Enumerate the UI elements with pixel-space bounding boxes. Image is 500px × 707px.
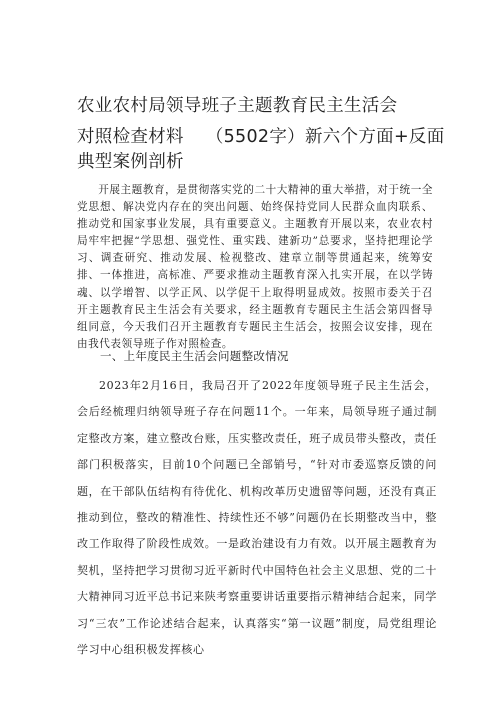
intro-paragraph: 开展主题教育，是贯彻落实党的二十大精神的重大举措，对于统一全党思想、解决党内存在的突出问题、始终保持党同人民群众血肉联系、推动党和国家事业发展，具有重要意义。主题教育开展以来，农业农村局牢牢把握“学思想、强党性、重实践、建新功”总要求，坚持把理论学习、调查研究、推动发展、检视整改、建章立制等贯通起来，统筹安排、一体推进，高标准、严要求推动主题教育深入扎实开展，在以学铸魂、以学增智、以学正风、以学促干上取得明显成效。按照市委关于召开主题教育民主生活会有关要求，经主题教育专题民主生活会第四督导组同意，今天我们召开主题教育专题民主生活会，按照会议安排，现在由我代表领导班子作对照检查。 — [77, 184, 433, 350]
section-heading: 一、上年度民主生活会问题整改情况 — [100, 349, 289, 363]
document-title-line-2-part-a: 对照检查材料 — [77, 127, 184, 147]
document-title-line-2 — [77, 123, 445, 148]
document-title-line-3: 典型案例剖析 — [77, 152, 184, 172]
document-title-line-2-part-b: （5502字）新六个方面+反面 — [205, 127, 445, 147]
document-title-line-1: 农业农村局领导班子主题教育民主生活会 — [77, 96, 398, 116]
body-paragraph: 2023年2月16日，我局召开了2022年度领导班子民主生活会，会后经梳理归纳领导班子存在问题11个。一年来，局领导班子通过制定整改方案，建立整改台账，压实整改责任，班子成员带头整改，责任部门积极落实，目前10个问题已全部销号，“针对市委巡察反馈的问题，在干部队伍结构有待优化、机构改革历史遗留等问题，还没有真正推动到位，整改的精准性、持续性还不够”问题仍在长期整改当中，整改工作取得了阶段性成效。一是政治建设有力有效。以开展主题教育为契机，坚持把学习贯彻习近平新时代中国特色社会主义思想、党的二十大精神同习近平总书记来陕考察重要讲话重要指示精神结合起来，同学习“三农”工作论述结合起来，认真落实“第一议题”制度，局党组理论学习中心组积极发挥核心 — [77, 379, 437, 657]
